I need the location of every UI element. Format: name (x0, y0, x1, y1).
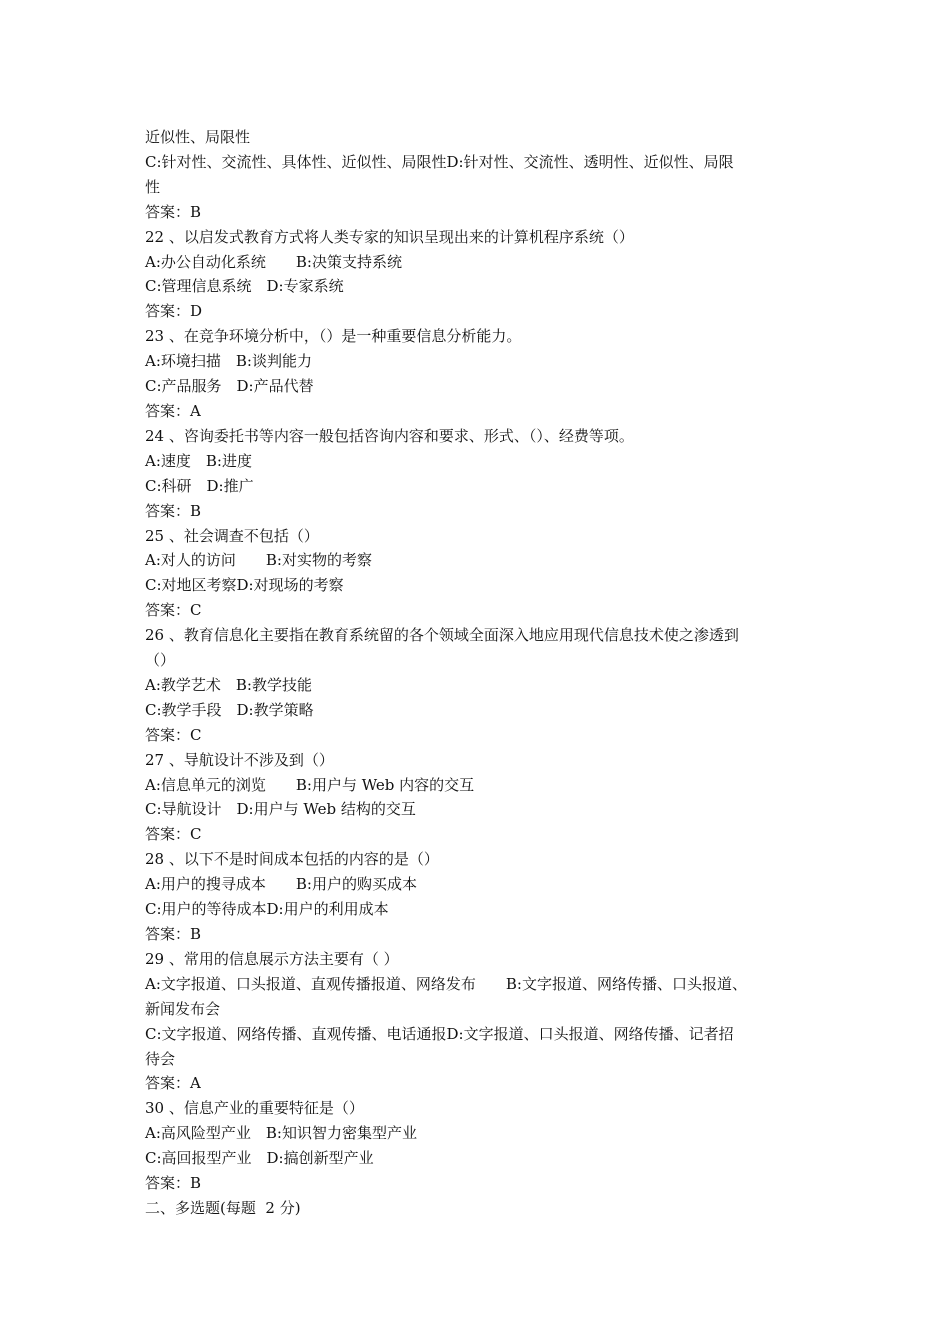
question-line: 23 、在竞争环境分析中，（）是一种重要信息分析能力。 (145, 327, 522, 346)
option-line: C:文字报道、网络传播、直观传播、电话通报D:文字报道、口头报道、网络传播、记者招 (145, 1024, 734, 1043)
answer-line: 答案：C (145, 601, 202, 620)
answer-line: 答案：B (145, 925, 202, 943)
option-line: A:信息单元的浏览 B:用户与 Web 内容的交互 (145, 775, 475, 794)
option-line: A:速度 B:进度 (145, 451, 252, 470)
answer-line: 答案：D (145, 302, 203, 321)
option-line: A:教学艺术 B:教学技能 (145, 675, 312, 694)
option-line: C:用户的等待成本D:用户的利用成本 (145, 900, 389, 919)
option-line: C:导航设计 D:用户与 Web 结构的交互 (145, 800, 416, 819)
option-line: C:高回报型产业 D:搞创新型产业 (145, 1149, 374, 1168)
question-line: （） (145, 651, 176, 670)
document-body (145, 125, 820, 1221)
answer-line: 答案：B (145, 202, 202, 221)
question-line: 28 、以下不是时间成本包括的内容的是（） (145, 850, 439, 869)
option-line: A:对人的访问 B:对实物的考察 (145, 551, 372, 570)
option-line: C:对地区考察D:对现场的考察 (145, 576, 344, 595)
answer-line: 答案：C (145, 725, 202, 744)
section-heading: 二、多选题(每题 2 分) (145, 1198, 301, 1217)
text-line: 性 (145, 177, 161, 196)
text-line: C:针对性、交流性、具体性、近似性、局限性D:针对性、交流性、透明性、近似性、局限 (145, 152, 734, 171)
question-line: 30 、信息产业的重要特征是（） (145, 1099, 364, 1118)
question-line: 22 、以启发式教育方式将人类专家的知识呈现出来的计算机程序系统（） (145, 227, 634, 246)
text-line: 近似性、局限性 (145, 128, 251, 146)
option-line: A:办公自动化系统 B:决策支持系统 (145, 252, 402, 271)
option-line: C:产品服务 D:产品代替 (145, 377, 314, 396)
answer-line: 答案：C (145, 825, 202, 844)
option-line: A:环境扫描 B:谈判能力 (145, 352, 312, 371)
option-line: C:管理信息系统 D:专家系统 (145, 277, 344, 296)
answer-line: 答案：B (145, 1174, 202, 1193)
question-line: 27 、导航设计不涉及到（） (145, 750, 334, 769)
option-line: A:用户的搜寻成本 B:用户的购买成本 (145, 875, 417, 894)
question-line: 26 、教育信息化主要指在教育系统留的各个领域全面深入地应用现代信息技术使之渗透到 (145, 626, 739, 645)
question-line: 29 、常用的信息展示方法主要有（ ） (145, 949, 399, 968)
option-line: C:教学手段 D:教学策略 (145, 700, 314, 719)
question-line: 25 、社会调查不包括（） (145, 526, 319, 545)
answer-line: 答案：B (145, 501, 202, 520)
option-line: A:高风险型产业 B:知识智力密集型产业 (145, 1124, 417, 1143)
option-line: 待会 (145, 1049, 176, 1068)
question-line: 24 、咨询委托书等内容一般包括咨询内容和要求、形式、（）、经费等项。 (145, 426, 634, 445)
answer-line: 答案：A (145, 401, 201, 420)
option-line: C:科研 D:推广 (145, 476, 254, 495)
option-line: A:文字报道、口头报道、直观传播报道、网络发布 B:文字报道、网络传播、口头报道、 (145, 974, 747, 993)
option-line: 新闻发布会 (145, 999, 221, 1018)
answer-line: 答案：A (145, 1074, 201, 1093)
